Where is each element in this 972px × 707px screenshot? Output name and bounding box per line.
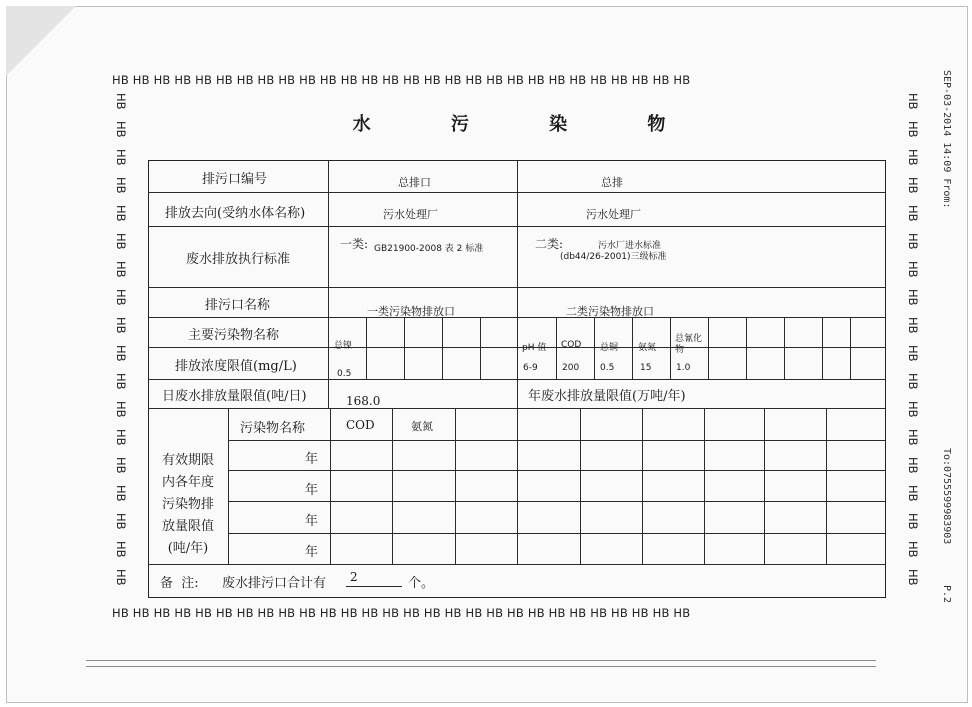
- year-label: 年: [305, 545, 319, 560]
- hb-border-bottom: HB HB HB HB HB HB HB HB HB HB HB HB HB HB HB HB HB HB HB HB HB HB HB HB HB HB HB HB: [112, 606, 691, 620]
- hb-border-left: [114, 93, 130, 603]
- hb-mark: HB: [114, 457, 128, 474]
- pollutant-limit: 6-9: [523, 363, 538, 373]
- standard-left-text: GB21900-2008 表 2 标准: [374, 244, 484, 254]
- hb-border-right: [906, 93, 922, 603]
- concentration-limit-label: 排放浓度限值(mg/L): [175, 359, 297, 374]
- period-label-line: 放量限值: [161, 519, 214, 534]
- remark-count: 2: [350, 570, 358, 584]
- title-char: 染: [549, 114, 570, 135]
- hb-mark: HB: [114, 345, 128, 362]
- col-divider: [328, 160, 329, 408]
- title-char: 物: [647, 114, 668, 135]
- pollutant-limit: 0.5: [337, 369, 352, 379]
- period-label-line: 内各年度: [161, 475, 214, 490]
- outlet-number-right: 总排: [601, 176, 623, 189]
- pollutant-name: COD: [561, 340, 582, 350]
- hb-mark: HB: [114, 93, 128, 110]
- hb-mark: HB: [906, 373, 920, 390]
- hb-mark: HB: [114, 373, 128, 390]
- hb-mark: HB: [114, 261, 128, 278]
- col-cod: COD: [346, 418, 375, 432]
- hb-mark: HB: [114, 429, 128, 446]
- col-divider: [404, 317, 405, 379]
- hb-mark: HB: [906, 485, 920, 502]
- standard-label: 废水排放执行标准: [186, 252, 291, 267]
- hb-mark: HB: [114, 177, 128, 194]
- col-divider: [826, 408, 827, 564]
- col-divider: [704, 408, 705, 564]
- remark-count-field: [346, 586, 402, 587]
- hb-mark: HB: [906, 401, 920, 418]
- year-label: 年: [305, 452, 319, 467]
- discharge-destination-label: 排放去向(受纳水体名称): [165, 206, 306, 221]
- hb-mark: HB: [906, 205, 920, 222]
- hb-mark: HB: [906, 457, 920, 474]
- hb-mark: HB: [906, 149, 920, 166]
- pollutant-limit: 0.5: [600, 363, 615, 373]
- discharge-destination-right: 污水处理厂: [586, 208, 641, 221]
- hb-mark: HB: [906, 289, 920, 306]
- hb-mark: HB: [906, 261, 920, 278]
- row-divider: [228, 470, 886, 471]
- row-divider: [228, 533, 886, 534]
- fax-recipient: To:0755599983903: [941, 448, 952, 545]
- hb-mark: HB: [114, 233, 128, 250]
- col-divider: [708, 317, 709, 379]
- remark-label: 备 注:: [160, 576, 199, 591]
- hb-mark: HB: [906, 541, 920, 558]
- hb-mark: HB: [114, 121, 128, 138]
- hb-mark: HB: [114, 569, 128, 586]
- hb-mark: HB: [114, 289, 128, 306]
- standard-right-sub: (db44/26-2001)三级标准: [560, 252, 667, 262]
- standard-right-class: 二类:: [535, 237, 564, 251]
- standard-right-text: 污水厂进水标准: [598, 241, 662, 251]
- pollutant-name: 总镍: [334, 341, 353, 351]
- daily-limit-label: 日废水排放量限值(吨/日): [162, 389, 307, 404]
- discharge-destination-left: 污水处理厂: [383, 208, 438, 221]
- year-label: 年: [305, 483, 319, 498]
- title-char: 污: [450, 114, 471, 135]
- fax-header: SEP-03-2014 14:09 From:: [941, 70, 952, 209]
- outlet-name-left: 一类污染物排放口: [367, 305, 455, 318]
- col-divider: [228, 408, 229, 564]
- hb-mark: HB: [906, 513, 920, 530]
- row-divider: [228, 501, 886, 502]
- hb-mark: HB: [906, 569, 920, 586]
- col-ammonia: 氨氮: [411, 420, 433, 433]
- page-title: [135, 110, 885, 136]
- hb-mark: HB: [906, 177, 920, 194]
- col-divider: [642, 408, 643, 564]
- hb-mark: HB: [906, 233, 920, 250]
- pollutant-name: 氨氮: [638, 343, 657, 353]
- row-divider: [228, 440, 886, 441]
- period-label-line: 污染物排: [161, 497, 214, 512]
- title-char: 水: [352, 114, 373, 135]
- outlet-name-right: 二类污染物排放口: [566, 305, 654, 318]
- year-label: 年: [305, 514, 319, 529]
- hb-mark: HB: [114, 205, 128, 222]
- col-divider: [850, 317, 851, 379]
- pollutant-name: 总氰化物: [675, 334, 703, 355]
- hb-mark: HB: [114, 401, 128, 418]
- col-divider: [455, 408, 456, 564]
- hb-mark: HB: [906, 317, 920, 334]
- col-divider: [746, 317, 747, 379]
- hb-mark: HB: [906, 345, 920, 362]
- col-divider: [442, 317, 443, 379]
- col-divider: [330, 408, 331, 564]
- annual-limit-label: 年废水排放量限值(万吨/年): [528, 389, 686, 404]
- page-fold: [6, 6, 76, 76]
- pollutant-name: pH 值: [522, 343, 547, 353]
- hb-mark: HB: [114, 485, 128, 502]
- hb-mark: HB: [906, 121, 920, 138]
- daily-limit-value: 168.0: [346, 394, 381, 408]
- pollutant-name-header: 污染物名称: [240, 421, 306, 436]
- pollutant-limit: 200: [562, 363, 580, 373]
- col-divider: [366, 317, 367, 379]
- pollutant-name: 总铜: [600, 343, 619, 353]
- col-divider: [632, 317, 633, 379]
- pollutant-limit: 15: [640, 363, 652, 373]
- col-divider: [517, 160, 518, 564]
- col-divider: [580, 408, 581, 564]
- col-divider: [784, 317, 785, 379]
- hb-mark: HB: [906, 93, 920, 110]
- col-divider: [556, 317, 557, 379]
- main-pollutant-label: 主要污染物名称: [188, 328, 280, 343]
- scan-rule: [86, 660, 876, 661]
- col-divider: [594, 317, 595, 379]
- outlet-number-label: 排污口编号: [202, 172, 268, 187]
- period-label-line: 有效期限: [161, 453, 214, 468]
- hb-mark: HB: [114, 149, 128, 166]
- col-divider: [392, 408, 393, 564]
- pollutant-limit: 1.0: [676, 363, 691, 373]
- standard-left-class: 一类:: [340, 237, 369, 251]
- fax-page-number: P.2: [941, 585, 952, 604]
- hb-mark: HB: [114, 513, 128, 530]
- hb-mark: HB: [906, 429, 920, 446]
- row-divider: [148, 564, 886, 565]
- col-divider: [764, 408, 765, 564]
- hb-border-top: HB HB HB HB HB HB HB HB HB HB HB HB HB HB HB HB HB HB HB HB HB HB HB HB HB HB HB HB: [112, 73, 691, 87]
- col-divider: [480, 317, 481, 379]
- period-label: [150, 450, 226, 560]
- hb-mark: HB: [114, 317, 128, 334]
- outlet-number-left: 总排口: [398, 176, 431, 189]
- col-divider: [670, 317, 671, 379]
- hb-mark: HB: [114, 541, 128, 558]
- outlet-name-label: 排污口名称: [205, 298, 271, 313]
- remark-text: 废水排污口合计有: [222, 576, 327, 591]
- scan-rule: [86, 666, 876, 667]
- period-label-line: (吨/年): [167, 541, 209, 556]
- col-divider: [822, 317, 823, 379]
- remark-unit: 个。: [408, 576, 435, 591]
